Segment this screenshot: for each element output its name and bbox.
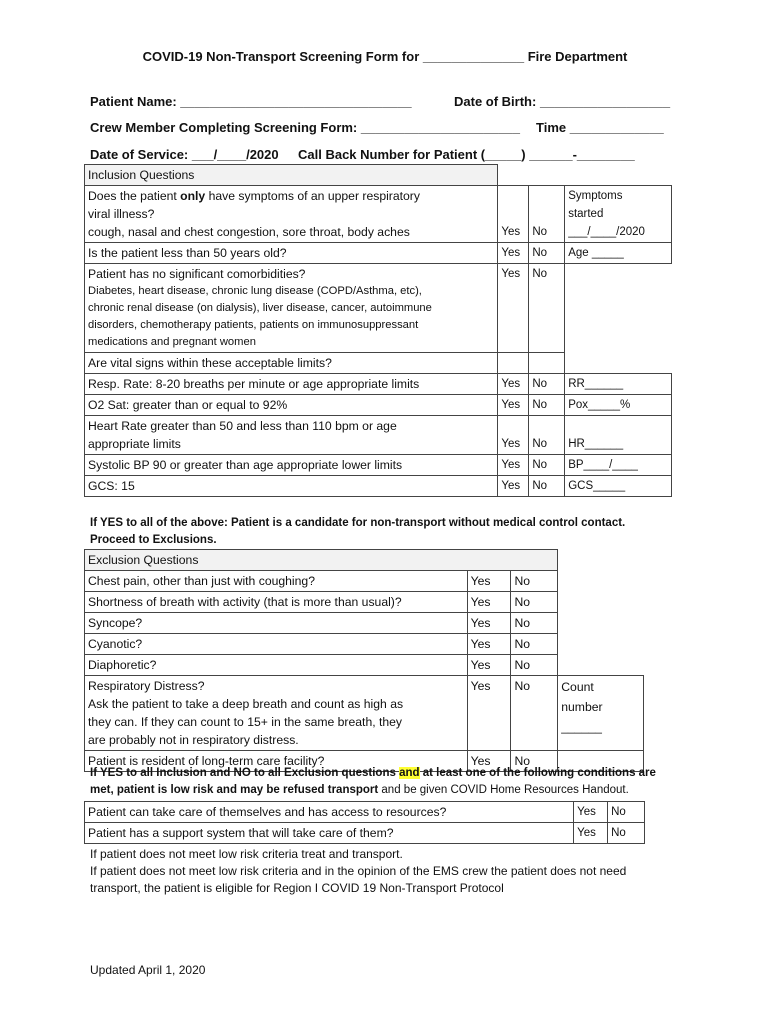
q8-yes[interactable]: Yes xyxy=(498,455,529,476)
bp-field[interactable]: BP____/____ xyxy=(565,455,672,476)
form-title: COVID-19 Non-Transport Screening Form for ______________ Fire Department xyxy=(142,49,628,64)
time-field[interactable]: Time _____________ xyxy=(536,120,664,135)
exclusion-q4: Cyanotic? xyxy=(85,634,468,655)
condition-2: Patient has a support system that will take care of them? xyxy=(85,823,574,844)
ex-q2-no[interactable]: No xyxy=(511,592,558,613)
q9-yes[interactable]: Yes xyxy=(498,476,529,497)
ex-q1-no[interactable]: No xyxy=(511,571,558,592)
q1-no[interactable]: No xyxy=(529,186,565,243)
callback-number-field[interactable]: Call Back Number for Patient (_____) ______-________ xyxy=(298,147,635,162)
exclusion-q7: Patient is resident of long-term care facility? xyxy=(85,751,468,772)
ex-q6-no[interactable]: No xyxy=(511,676,558,751)
symptoms-started-field[interactable]: Symptoms started ___/____/2020 xyxy=(565,186,672,243)
inclusion-q2: Is the patient less than 50 years old? xyxy=(85,243,498,264)
q5-no[interactable]: No xyxy=(529,374,565,395)
ex-q4-yes[interactable]: Yes xyxy=(467,634,511,655)
ex-q3-no[interactable]: No xyxy=(511,613,558,634)
ex-q5-yes[interactable]: Yes xyxy=(467,655,511,676)
ex-q3-yes[interactable]: Yes xyxy=(467,613,511,634)
q5-yes[interactable]: Yes xyxy=(498,374,529,395)
ex-q5-no[interactable]: No xyxy=(511,655,558,676)
inclusion-q7: Heart Rate greater than 50 and less than 110 bpm or age appropriate limits xyxy=(85,416,498,455)
footer-notes: If patient does not meet low risk criteria treat and transport. If patient does not meet low risk criteria and in the opinion of the EMS crew the patient does not need transport, the patient is eligible for Region I COVID 19 Non-Transport Protocol xyxy=(90,847,627,895)
gcs-field[interactable]: GCS_____ xyxy=(565,476,672,497)
q2-yes[interactable]: Yes xyxy=(498,243,529,264)
highlighted-and: and xyxy=(399,767,420,779)
c2-yes[interactable]: Yes xyxy=(574,823,608,844)
inclusion-q1: Does the patient only have symptoms of an upper respiratory viral illness? cough, nasal and chest congestion, sore throat, body aches xyxy=(85,186,498,243)
age-field[interactable]: Age _____ xyxy=(565,243,672,264)
exclusion-q6: Respiratory Distress? Ask the patient to take a deep breath and count as high as they can. If they can count to 15+ in the same breath, they are probably not in respiratory distress. xyxy=(85,676,468,751)
crew-member-field[interactable]: Crew Member Completing Screening Form: ______________________ xyxy=(90,120,520,135)
updated-date: Updated April 1, 2020 xyxy=(90,963,206,977)
ex-q7-yes[interactable]: Yes xyxy=(467,751,511,772)
ex-q4-no[interactable]: No xyxy=(511,634,558,655)
exclusion-q2: Shortness of breath with activity (that is more than usual)? xyxy=(85,592,468,613)
inclusion-q8: Systolic BP 90 or greater than age appropriate lower limits xyxy=(85,455,498,476)
hr-field[interactable]: HR______ xyxy=(565,416,672,455)
q1-yes[interactable]: Yes xyxy=(498,186,529,243)
exclusion-q1: Chest pain, other than just with coughing? xyxy=(85,571,468,592)
inclusion-q9: GCS: 15 xyxy=(85,476,498,497)
exclusion-heading: Exclusion Questions xyxy=(85,550,558,571)
count-number-field[interactable]: Count number ______ xyxy=(558,676,644,751)
ex-q7-no[interactable]: No xyxy=(511,751,558,772)
inclusion-table xyxy=(84,164,672,497)
date-of-service-field[interactable]: Date of Service: ___/____/2020 xyxy=(90,147,279,162)
q2-no[interactable]: No xyxy=(529,243,565,264)
q3-yes[interactable]: Yes xyxy=(498,264,529,353)
q6-yes[interactable]: Yes xyxy=(498,395,529,416)
exclusion-q3: Syncope? xyxy=(85,613,468,634)
q7-yes[interactable]: Yes xyxy=(498,416,529,455)
c1-no[interactable]: No xyxy=(608,802,645,823)
inclusion-q5: Resp. Rate: 8-20 breaths per minute or age appropriate limits xyxy=(85,374,498,395)
q8-no[interactable]: No xyxy=(529,455,565,476)
exclusion-q5: Diaphoretic? xyxy=(85,655,468,676)
q9-no[interactable]: No xyxy=(529,476,565,497)
c1-yes[interactable]: Yes xyxy=(574,802,608,823)
pox-field[interactable]: Pox_____% xyxy=(565,395,672,416)
c2-no[interactable]: No xyxy=(608,823,645,844)
q3-no[interactable]: No xyxy=(529,264,565,353)
ex-q6-yes[interactable]: Yes xyxy=(467,676,511,751)
inclusion-heading: Inclusion Questions xyxy=(85,165,498,186)
patient-name-field[interactable]: Patient Name: ________________________________ xyxy=(90,94,412,109)
ex-q2-yes[interactable]: Yes xyxy=(467,592,511,613)
inclusion-q3: Patient has no significant comorbidities? Diabetes, heart disease, chronic lung disease (COPD/Asthma, etc), chronic renal disease (on dialysis), liver disease, cancer, autoimmune disorders, chemotherapy patients, patients on immunosuppressant medications and pregnant women xyxy=(85,264,498,353)
date-of-birth-field[interactable]: Date of Birth: __________________ xyxy=(454,94,671,109)
q7-no[interactable]: No xyxy=(529,416,565,455)
condition-1: Patient can take care of themselves and has access to resources? xyxy=(85,802,574,823)
exclusion-table xyxy=(84,549,644,772)
comorbidities-list: Diabetes, heart disease, chronic lung disease (COPD/Asthma, etc), chronic renal disease (on dialysis), liver disease, cancer, autoimmune disorders, chemotherapy patients, patients on immunosuppressant medications and pregnant women xyxy=(88,285,432,348)
q6-no[interactable]: No xyxy=(529,395,565,416)
ex-q1-yes[interactable]: Yes xyxy=(467,571,511,592)
inclusion-q4: Are vital signs within these acceptable limits? xyxy=(85,353,498,374)
inclusion-q6: O2 Sat: greater than or equal to 92% xyxy=(85,395,498,416)
conditions-table xyxy=(84,801,645,844)
rr-field[interactable]: RR______ xyxy=(565,374,672,395)
exclusion-instruction: If YES to all Inclusion and NO to all Exclusion questions and at least one of the following conditions are met, patient is low risk and may be refused transport and be given COVID Home Resources Handout. xyxy=(90,767,656,796)
inclusion-instruction: If YES to all of the above: Patient is a candidate for non-transport without medical control contact. Proceed to Exclusions. xyxy=(90,517,626,546)
